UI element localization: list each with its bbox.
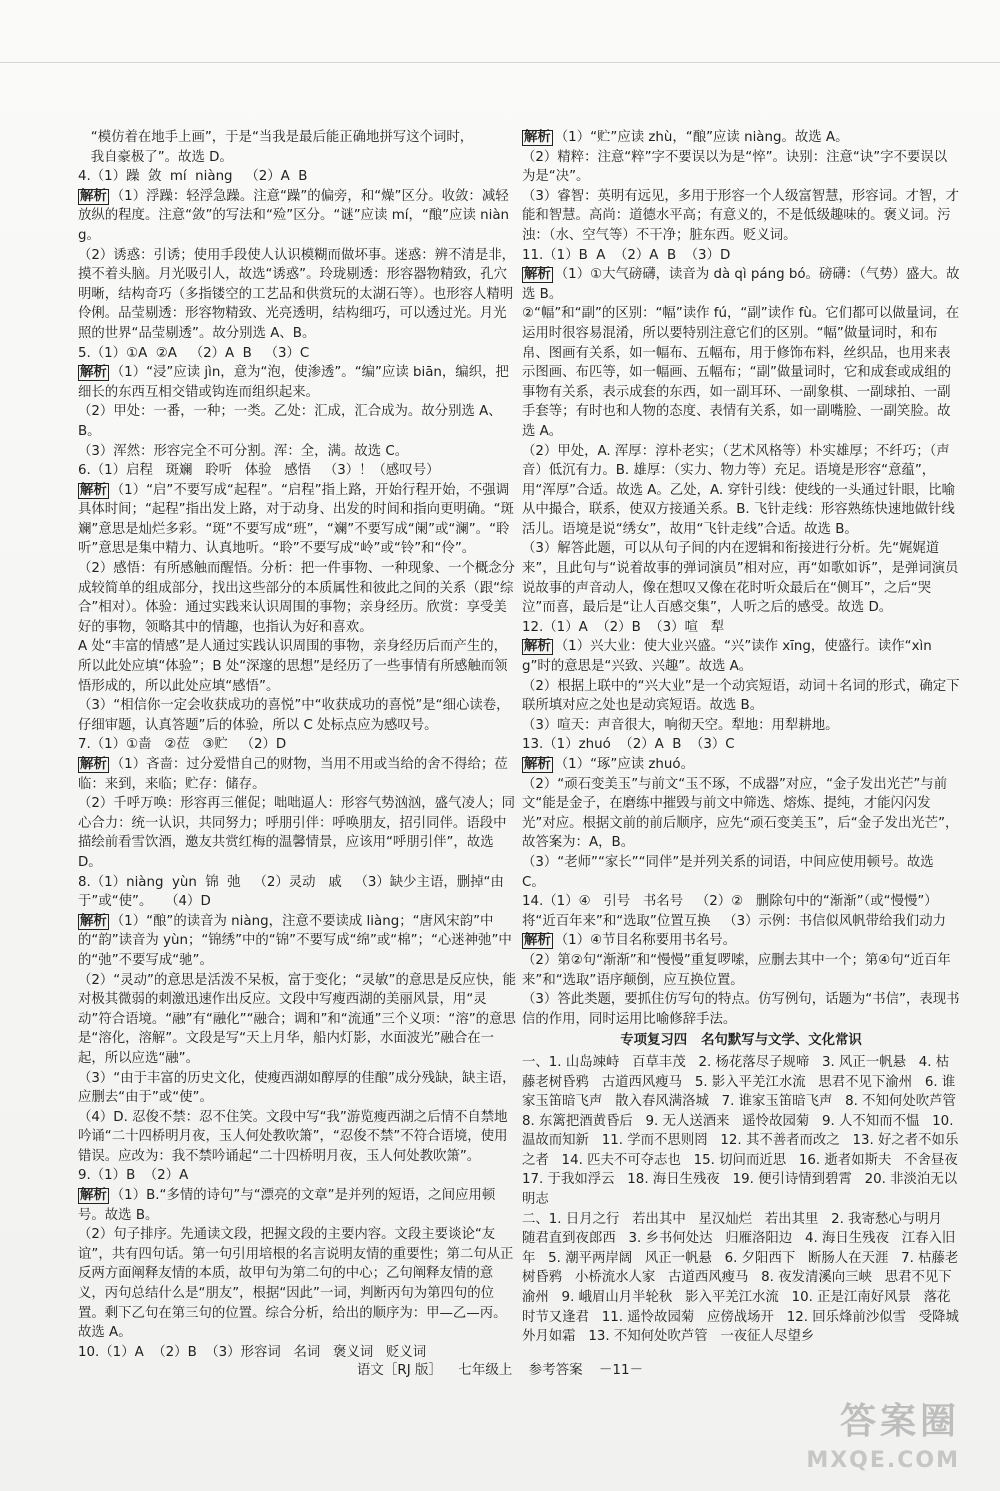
paragraph-text: （1）“启”不要写成“起程”。“启程”指上路，开始行程开始，不强调具体时间；“起程”指出发上路，对于动身、出发的时间和指向更明确。“斑斓”意思是灿烂多彩。“斑”不要写成“班”，“斓”不要写成“阑”或“澜”。“聆听”意思是集中精力、认真地听。“聆”不要写成“岭”或“铃”和“伶”。: [78, 482, 514, 557]
paragraph-text: （1）吝啬：过分爱惜自己的财物，当用不用或当给的舍不得给；莅临：来到，来临；贮存：储存。: [78, 757, 508, 792]
answer-paragraph: [522, 618, 960, 638]
analysis-tag: 解析: [80, 482, 107, 498]
answer-paragraph: [78, 637, 516, 696]
paragraph-text: （3）睿智：英明有远见，多用于形容一个人级富智慧，形容词。才智，才能和智慧。高尚：道德水平高；有意义的，不是低级趣味的。褒义词。污浊：（水、空气等）不干净；脏东西。贬义词。: [522, 188, 960, 243]
answer-paragraph: [78, 148, 516, 168]
footer-subject: 语文［RJ 版］: [356, 1362, 443, 1378]
paragraph-text: （2）甲处，A. 浑厚：淳朴老实；（艺术风格等）朴实雄厚；不纤巧；（声音）低沉有力。B. 雄厚：（实力、物力等）充足。语境是形容“意蕴”，用“浑厚”合适。故选 A。乙处，A. 穿针引线：使线的一头通过针眼，比喻从中撮合，联系，使双方接通关系。B. 飞针走线：形容熟练快速地做针线活儿。语境是说“绣女”，故用“飞针走线”合适。故选 B。: [522, 443, 956, 537]
paragraph-text: （3）“老师”“家长”“同伴”是并列关系的词语，中间应使用顿号。故选 C。: [522, 854, 938, 890]
paragraph-text: 4.（1）躁 敛 mí niàng （2）A B: [78, 169, 308, 185]
paragraph-text: 7.（1）①啬 ②莅 ③贮 （2）D: [78, 737, 287, 753]
footer-label: 参考答案: [528, 1362, 583, 1378]
paragraph-text: （4）D. 忍俊不禁：忍不住笑。文段中写“我”游览瘦西湖之后情不自禁地吟诵“二十四桥明月夜，玉人何处教吹箫”，“忍俊不禁”不符合语境，使用错误。应改为：我不禁吟诵起“二十四桥明月夜，玉人何处教吹箫”。: [78, 1109, 508, 1164]
footer-page-number: －11－: [598, 1362, 644, 1378]
answer-paragraph: [78, 755, 516, 794]
answer-paragraph: [522, 148, 960, 187]
paragraph-text: 一、1. 山岛竦峙 百草丰茂 2. 杨花落尽子规啼 3. 风正一帆悬 4. 枯藤老树昏鸦 古道西风瘦马 5. 影入平羌江水流 思君不见下渝州 6. 谁家玉笛暗飞声 散入春风满洛城 7. 谁家玉笛暗飞声 8. 不知何处吹芦管 8. 东篱把酒黄昏后 9. 无人送酒来 遥怜故园菊 9. 人不知而不愠 10. 温故而知新 11. 学而不思则罔 12. 其不善者而改之 13. 好之者不如乐之者 14. 匹夫不可夺志也 15. 切问而近思 16. 逝者如斯夫 不舍昼夜 17. 于我如浮云 18. 海日生残夜 19. 便引诗情到碧霄 20. 非淡泊无以明志: [522, 1054, 971, 1208]
watermark-logo: [740, 1393, 960, 1473]
analysis-tag: 解析: [524, 933, 551, 949]
answer-paragraph: [78, 167, 516, 187]
footer-grade: 七年级上: [458, 1362, 513, 1378]
paragraph-text: （1）浮躁：轻浮急躁。注意“躁”的偏旁，和“燥”区分。收敛：减轻放纵的程度。注意“敛”的写法和“殓”区分。“谜”应读 mí，“酿”应读 niàng。: [78, 188, 510, 243]
paragraph-text: （1）④节目名称要用书名号。: [554, 933, 736, 949]
answer-paragraph: [78, 187, 516, 246]
paragraph-text: 13.（1）zhuó （2）A B （3）C: [522, 737, 735, 753]
paragraph-text: （2）千呼万唤：形容再三催促；咄咄逼人：形容气势汹汹，盛气凌人；同心合力：统一认识，共同努力；呼朋引伴：呼唤朋友，招引同伴。语段中描绘前看雪饮酒，邀友共赏红梅的温馨情景，应该用“呼朋引伴”，故选 D。: [78, 796, 516, 870]
left-column: [78, 128, 516, 1362]
paragraph-text: （2）第②句“渐渐”和“慢慢”重复啰嗦，应删去其中一个；第④句“近百年来”和“选取”语序颠倒，应互换位置。: [522, 952, 951, 988]
answer-paragraph: [522, 442, 960, 540]
paragraph-text: （2）甲处：一番，一种；一类。乙处：汇成，汇合成为。故分别选 A、B。: [78, 404, 502, 439]
answer-paragraph: [78, 461, 516, 481]
analysis-tag: 解析: [80, 188, 107, 204]
answer-paragraph: [522, 755, 960, 775]
top-rule: [0, 62, 1000, 63]
paragraph-text: （3）答此类题，要抓住仿写句的特点。仿写例句，话题为“书信”，表现书信的作用，同时运用比喻修辞手法。: [522, 992, 960, 1027]
paragraph-text: （1）“贮”应读 zhù，“酿”应读 niàng。故选 A。: [554, 130, 849, 145]
paragraph-text: ②“幅”和“副”的区别：“幅”读作 fú，“副”读作 fù。它们都可以做量词，在运用时很容易混淆，所以要特别注意它们的区别。“幅”做量词时，和布帛、图画有关系，如一幅布、五幅布，用于修饰布料，丝织品，也用来表示图画、布匹等，如一幅画、五幅布；“副”做量词时，它和成套或成组的事物有关系，表示成套的东西，如一副耳环、一副象棋、一副球拍、一副手套等；有时也和人物的态度、表情有关系，如一副嘴脸、一副笑脸。故选 A。: [522, 306, 960, 439]
paragraph-text: （3）“相信你一定会收获成功的喜悦”中“收获成功的喜悦”是“细心读卷，仔细审题，认真答题”后的体验，所以 C 处标点应为感叹号。: [78, 698, 510, 733]
paragraph-text: A 处“丰富的情感”是人通过实践认识周围的事物，亲身经历后而产生的，所以此处应填“体验”；B 处“深邃的思想”是经历了一些事情有所感触而领悟形成的，所以此处应填“感悟”。: [78, 639, 508, 694]
answer-paragraph: [78, 1166, 516, 1186]
section-heading: 专项复习四 名句默写与文学、文化常识: [620, 1033, 862, 1049]
answer-paragraph: [522, 539, 960, 617]
paragraph-text: （2）“顽石变美玉”与前文“玉不琢，不成器”对应，“金子发出光芒”与前文“能是金子，在磨练中摧毁与前文中筛选、熔炼、提纯，才能闪闪发光”对应。根据文前的前后顺序，应先“顽石变美玉”，后“金子发出光芒”，故答案为：A，B。: [522, 776, 959, 851]
answer-paragraph: [522, 853, 960, 892]
answer-paragraph: [522, 1210, 960, 1347]
answer-paragraph: [78, 794, 516, 872]
answer-paragraph: [522, 187, 960, 246]
analysis-tag: 解析: [524, 639, 551, 655]
answer-paragraph: [522, 265, 960, 304]
answer-paragraph: [78, 402, 516, 441]
answer-paragraph: [522, 735, 960, 755]
paragraph-text: 9.（1）B （2）A: [78, 1168, 189, 1184]
answer-paragraph: [522, 931, 960, 951]
answer-paragraph: [78, 1069, 516, 1108]
paragraph-text: 12.（1）A （2）B （3）喧 犁: [522, 619, 725, 635]
paragraph-text: （1）B.“多情的诗句”与“漂亮的文章”是并列的短语，之间应用顿号。故选 B。: [78, 1188, 496, 1223]
answer-paragraph: [78, 344, 516, 364]
answer-paragraph: [522, 990, 960, 1029]
paragraph-text: （3）喧天：声音很大，响彻天空。犁地：用犁耕地。: [522, 717, 839, 733]
paragraph-text: 5.（1）①A ②A （2）A B （3）C: [78, 345, 310, 361]
answer-paragraph: [522, 246, 960, 266]
paragraph-text: （2）诱惑：引诱；使用手段使人认识模糊而做坏事。迷惑：辨不清是非，摸不着头脑。月光吸引人，故选“诱惑”。玲珑剔透：形容器物精致，孔穴明晰，结构奇巧（多指镂空的工艺品和供赏玩的太湖石等）。也形容人精明伶俐。品莹剔透：形容物精致、光亮透明，结构细巧，可以透过光。月光照的世界“品莹剔透”。故分别选 A、B。: [78, 247, 516, 341]
paragraph-text: “模仿着在地手上画”，于是“当我是最后能正确地拼写这个词时，: [78, 130, 474, 145]
answer-paragraph: [78, 363, 516, 402]
paragraph-text: （3）“由于丰富的历史文化，使瘦西湖如醇厚的佳酿”成分残缺，缺主语，应删去“由于”或“使”。: [78, 1070, 516, 1106]
paragraph-text: 11.（1）B A （2）A B （3）D: [522, 247, 731, 263]
paragraph-text: 二、1. 日月之行 若出其中 星汉灿烂 若出其里 2. 我寄愁心与明月 随君直到夜郎西 3. 乡书何处达 归雁洛阳边 4. 海日生残夜 江春入旧年 5. 潮平两岸阔 风正一帆悬 6. 夕阳西下 断肠人在天涯 7. 枯藤老树昏鸦 小桥流水人家 古道西风瘦马 8. 夜发清溪向三峡 思君不见下渝州 9. 峨眉山月半轮秋 影入平羌江水流 10. 正是江南好风景 落花时节又逢君 11. 遥怜故园菊 应傍战场开 12. 回乐烽前沙似雪 受降城外月如霜 13. 不知何处吹芦管 一夜征人尽望乡: [522, 1211, 959, 1345]
right-column: [522, 128, 971, 1347]
answer-paragraph: [78, 1186, 516, 1225]
paragraph-text: （2）句子排序。先通读文段，把握文段的主要内容。文段主要谈论“友谊”，共有四句话。第一句引用培根的名言说明友情的重要性；第二句从正反两方面阐释友情的本质，故甲句为第二句的中心；乙句阐释友情的意义，丙句总结什么是“朋友”，根据“因此”一词，判断丙句为第四句的位置。剩下乙句在第三句的位置。综合分析，给出的顺序为：甲—乙—丙。故选 A。: [78, 1227, 514, 1341]
answer-paragraph: [78, 971, 516, 1069]
answer-paragraph: [78, 481, 516, 559]
analysis-tag: 解析: [524, 757, 551, 772]
answer-paragraph: [522, 128, 960, 148]
answer-paragraph: [78, 246, 516, 344]
answer-paragraph: [522, 304, 960, 441]
answer-paragraph: [522, 775, 960, 853]
analysis-tag: 解析: [524, 130, 551, 145]
answer-paragraph: [522, 677, 960, 716]
answer-paragraph: [522, 951, 960, 990]
watermark-url: MXQE.COM: [806, 1448, 960, 1473]
answer-paragraph: [78, 912, 516, 971]
paragraph-text: 6.（1）启程 斑斓 聆听 体验 感悟 （3）！（感叹号）: [78, 463, 440, 479]
answer-paragraph: [78, 128, 516, 148]
answer-paragraph: [78, 696, 516, 735]
answer-paragraph: [78, 735, 516, 755]
analysis-tag: 解析: [524, 267, 551, 283]
paragraph-text: （2）“灵动”的意思是活泼不呆板，富于变化；“灵敏”的意思是反应快，能对极其微弱的刺激迅速作出反应。文段中写瘦西湖的美丽风景，用“灵动”符合语境。“融”有“融化”“融合；调和”和“流通”三个义项：“溶”的意思是“溶化，溶解”。文段是写“天上月华，船内灯影，水面波光”融合在一起，所以应选“融”。: [78, 972, 516, 1066]
paragraph-text: （1）①大气磅礴，读音为 dà qì páng bó。磅礴：（气势）盛大。故选 B。: [522, 267, 960, 302]
paragraph-text: 8.（1）niàng yùn 锦 弛 （2）灵动 戚 （3）缺少主语，删掉“由于”或“使”。 （4）D: [78, 874, 504, 910]
paragraph-text: （2）感悟：有所感触而醒悟。分析：把一件事物、一种现象、一个概念分成较简单的组成部分，找出这些部分的本质属性和彼此之间的关系（跟“综合”相对）。体验：通过实践来认识周围的事物；亲身经历。欣赏：享受美好的事物，领略其中的情趣，也指认为好和喜欢。: [78, 561, 516, 635]
paragraph-text: （1）“酿”的读音为 niàng，注意不要读成 liàng；“唐风宋韵”中的“韵”读音为 yùn；“锦绣”中的“锦”不要写成“绵”或“棉”；“心迷神弛”中的“弛”不要写成“驰”。: [78, 913, 512, 968]
answer-paragraph: [78, 1108, 516, 1167]
answer-paragraph: [78, 559, 516, 637]
page-footer: [0, 1358, 1000, 1378]
paragraph-text: （2）根据上联中的“兴大业”是一个动宾短语，动词＋名词的形式，确定下联所填对应之处也是动宾短语。故选 B。: [522, 678, 960, 714]
answer-paragraph: [78, 442, 516, 462]
answer-paragraph: [522, 892, 960, 931]
watermark-title: 答案圈: [839, 1401, 960, 1442]
answer-paragraph: [522, 1053, 971, 1210]
paragraph-text: 我自豪极了”。故选 D。: [78, 149, 233, 165]
paragraph-text: （1）“琢”应读 zhuó。: [554, 757, 694, 772]
paragraph-text: 14.（1）④ 引号 书名号 （2）② 删除句中的“渐渐”（或“慢慢”） 将“近百年来”和“选取”位置互换 （3）示例：书信似风帆带给我们动力: [522, 894, 951, 929]
answer-paragraph: [78, 873, 516, 912]
analysis-tag: 解析: [80, 757, 107, 772]
paragraph-text: （3）浑然：形容完全不可分割。浑：全，满。故选 C。: [78, 443, 409, 459]
answer-paragraph: [522, 716, 960, 736]
analysis-tag: 解析: [80, 1188, 107, 1204]
answer-paragraph: [78, 1225, 516, 1343]
paragraph-text: （2）精粹：注意“粹”字不要误以为是“悴”。诀别：注意“诀”字不要误以为是“决”。: [522, 149, 948, 185]
answer-paragraph: [522, 637, 960, 676]
paragraph-text: （1）兴大业：使大业兴盛。“兴”读作 xīng，使盛行。读作“xìng”时的意思是“兴致、兴趣”。故选 A。: [522, 639, 932, 675]
analysis-tag: 解析: [80, 913, 107, 929]
paragraph-text: 10.（1）A （2）B （3）形容词 名词 褒义词 贬义词: [78, 1344, 427, 1360]
paragraph-text: （3）解答此题，可以从句子间的内在逻辑和衔接进行分析。先“娓娓道来”，且此句与“说着故事的弹词演员”相对应，再“如歌如诉”，是弹词演员说故事的声音动人，像在想叹又像在花时听众最后在“侧耳”，之后“哭泣”而喜，最后是“让人百感交集”，人听之后的感受。故选 D。: [522, 541, 959, 616]
analysis-tag: 解析: [80, 365, 107, 381]
paragraph-text: （1）“浸”应读 jìn，意为“泡，使渗透”。“编”应读 biān，编织，把细长的东西互相交错或钩连而组织起来。: [78, 365, 509, 400]
